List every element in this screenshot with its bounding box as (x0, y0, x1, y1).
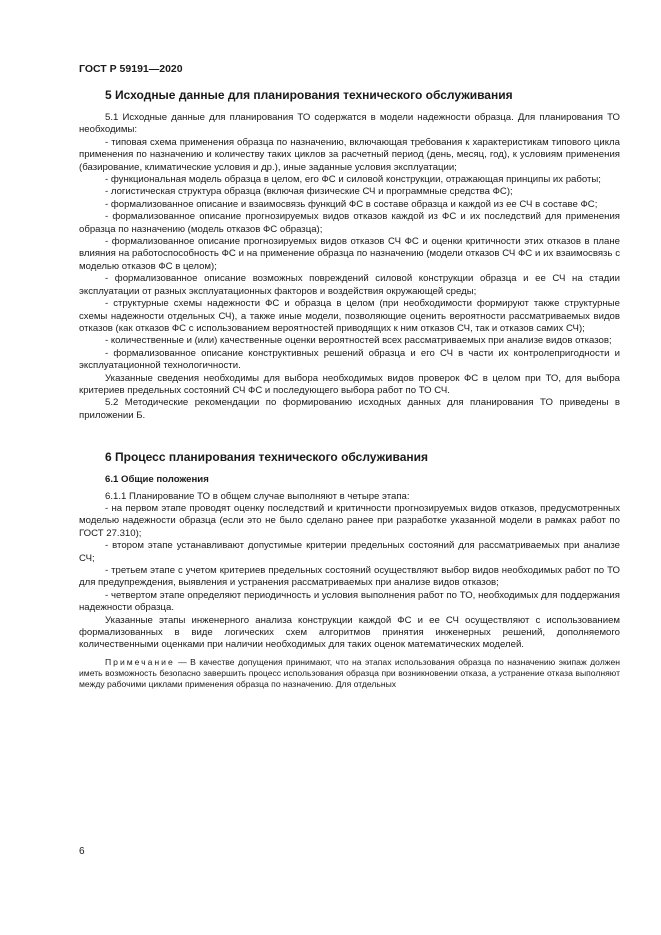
note-label: Примечание (105, 656, 175, 667)
list-item: - функциональная модель образца в целом, его ФС и силовой конструкции, отражающая принципы их работы; (105, 174, 601, 186)
document-code: ГОСТ Р 59191—2020 (79, 63, 183, 75)
paragraph: Указанные этапы инженерного анализа конструкции каждой ФС и ее СЧ осуществляют с использованием формализованных в виде логических схем алгоритмов принятия инженерных решений, дополняемого количественными оценками при наличии необходимых для таких оценок математических моделей. (79, 614, 620, 651)
section-5-title: 5 Исходные данные для планирования технического обслуживания (105, 88, 513, 102)
list-item: - количественные и (или) качественные оценки вероятностей всех рассматриваемых при анализе видов отказов; (105, 335, 612, 347)
list-item: - на первом этапе проводят оценку последствий и критичности прогнозируемых видов отказов, предусмотренных моделью надежности образца (если это не было сделано ранее при разработке указанной модели в рамках работ по ГОСТ 27.310); (79, 502, 620, 539)
paragraph: Указанные сведения необходимы для выбора необходимых видов проверок ФС в целом при ТО, для выбора критериев предельных состояний СЧ ФС и последующего выбора работ по ТО СЧ. (79, 372, 620, 396)
section-6-title: 6 Процесс планирования технического обслуживания (105, 450, 429, 465)
list-item: - структурные схемы надежности ФС и образца в целом (при необходимости формируют также структурные схемы надежности отдельных СЧ), а также иные модели, позволяющие оценить вероятности рассматриваемых видов отказов (как отказов ФС с использованием вероятностей приводящих к ним отказов СЧ, так и отказов самих СЧ); (79, 298, 620, 334)
list-item: - логистическая структура образца (включая физические СЧ и программные средства ФС); (105, 186, 513, 198)
list-item: - втором этапе устанавливают допустимые критерии предельных состояний для рассматриваемых при анализе СЧ; (79, 540, 620, 564)
list-item: - третьем этапе с учетом критериев предельных состояний осуществляют выбор видов необходимых работ по ТО для предупреждения, выявления и устранения рассматриваемых при анализе видов отказов; (79, 565, 620, 589)
list-item: - типовая схема применения образца по назначению, включающая требования к характеристикам типового цикла применения по назначению и количеству таких циклов за расчетный период (день, месяц, год), к условиям применения (базирование, климатические условия и др.), иные заданные условия эксплуатации; (79, 136, 620, 173)
list-item: - формализованное описание прогнозируемых видов отказов СЧ ФС и оценки критичности этих отказов в плане влияния на работоспособность ФС и на применение образца по назначению (модели отказов СЧ ФС и их взаимосвязь с моделью отказов ФС в целом); (79, 236, 620, 272)
list-item: - формализованное описание и взаимосвязь функций ФС в составе образца и каждой из ее СЧ в составе ФС; (105, 198, 598, 210)
list-item: - формализованное описание прогнозируемых видов отказов каждой из ФС и их последствий для применения образца по назначению (модель отказов ФС образца); (79, 211, 620, 235)
page-content (79, 88, 620, 690)
list-item: - четвертом этапе определяют периодичность и условия выполнения работ по ТО, необходимых для поддержания надежности образца. (79, 589, 620, 614)
note (79, 657, 620, 691)
paragraph: 5.2 Методические рекомендации по формированию исходных данных для планирования ТО приведены в приложении Б. (79, 397, 620, 421)
list-item: - формализованное описание возможных повреждений силовой конструкции образца и ее СЧ на стадии эксплуатации от разных эксплуатационных факторов и воздействия окружающей среды; (79, 273, 620, 297)
paragraph: 5.1 Исходные данные для планирования ТО содержатся в модели надежности образца. Для планирования ТО необходимы: (79, 112, 620, 136)
page-number: 6 (79, 846, 85, 857)
note-text: — В качестве допущения принимают, что на этапах использования образца по назначению экипаж должен иметь возможность безопасно завершить процесс использования образца при возникновении отказа, а устранение отказа выполняют между рабочими циклами применения образца по назначению. Для отдельных (79, 656, 620, 690)
list-item: - формализованное описание конструктивных решений образца и его СЧ в части их контролепригодности и эксплуатационной технологичности. (79, 347, 620, 372)
paragraph: 6.1.1 Планирование ТО в общем случае выполняют в четыре этапа: (105, 490, 410, 502)
subsection-6-1-title: 6.1 Общие положения (105, 474, 209, 486)
